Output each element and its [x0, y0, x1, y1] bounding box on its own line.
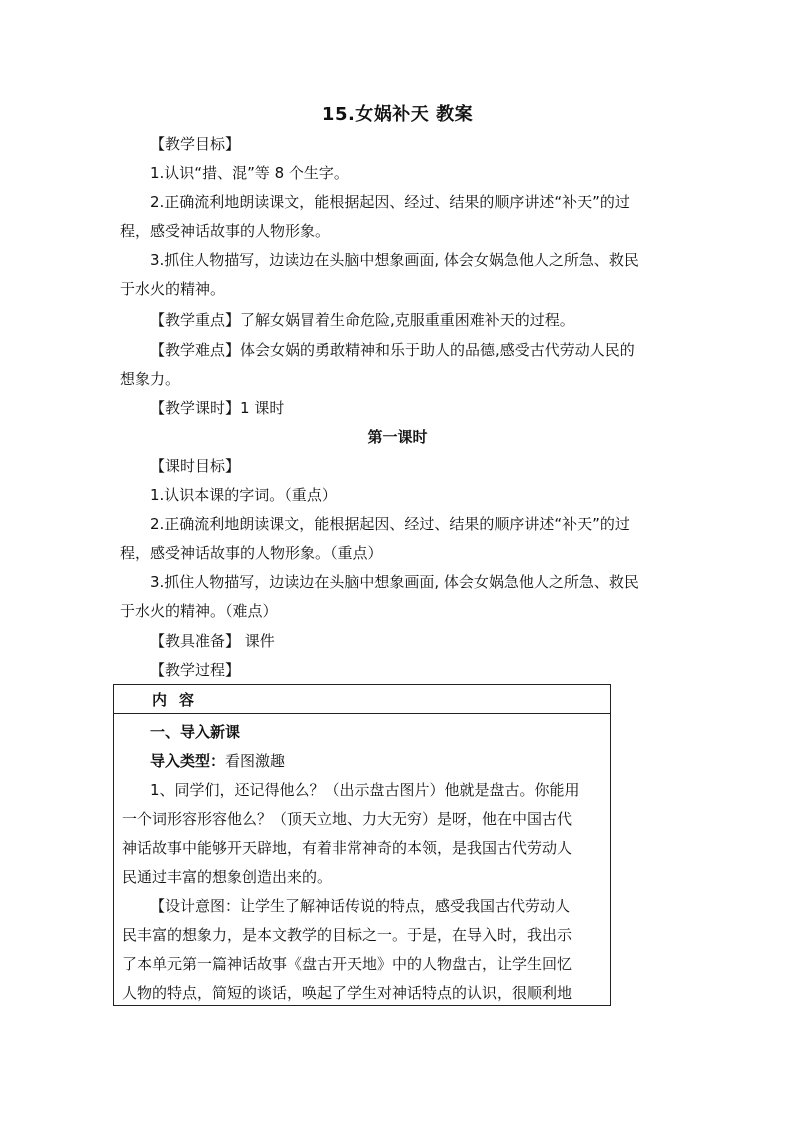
key-point [120, 306, 675, 335]
objectives-header: 【教学目标】 [150, 135, 241, 153]
objective-2-line-2: 程，感受神话故事的人物形象。 [120, 222, 331, 240]
intro-type-value: 看图激趣 [225, 752, 286, 770]
intro-type-label: 导入类型： [150, 752, 226, 770]
objective-3-line-2: 于水火的精神。 [120, 280, 226, 298]
para2-line-1: 【设计意图：让学生了解神话传说的特点，感受我国古代劳动人 [150, 897, 571, 915]
part-title: 一、导入新课 [150, 723, 241, 741]
para2-line-2: 民丰富的想象力，是本文教学的目标之一。于是，在导入时，我出示 [122, 926, 573, 944]
period-objectives-header: 【课时目标】 [150, 457, 241, 475]
objective-1: 1.认识“措、混”等 8 个生字。 [150, 164, 349, 182]
key-point-text: 了解女娲冒着生命危险,克服重重困难补天的过程。 [240, 311, 575, 329]
section-title: 第一课时 [367, 428, 428, 446]
table-header-content: 内容 [152, 691, 207, 709]
key-point-label: 【教学重点】 [150, 311, 241, 329]
table-header-row [114, 685, 610, 714]
objective-2-line-1: 2.正确流利地朗读课文，能根据起因、经过、结果的顺序讲述“补天”的过 [150, 193, 630, 211]
lesson-hours-label: 【教学课时】 [150, 399, 241, 417]
para2-line-3: 了本单元第一篇神话故事《盘古开天地》中的人物盘古，让学生回忆 [122, 955, 573, 973]
difficulty-line-1 [120, 336, 675, 365]
para1-line-1: 1、同学们，还记得他么？（出示盘古图片）他就是盘古。你能用 [150, 781, 580, 799]
materials-value: 课件 [244, 632, 275, 650]
lesson-hours-value: 1 课时 [240, 399, 285, 417]
process-header: 【教学过程】 [150, 661, 241, 679]
difficulty-text: 体会女娲的勇敢精神和乐于助人的品德,感受古代劳动人民的 [240, 341, 635, 359]
period-objective-2-line-2: 程，感受神话故事的人物形象。（重点） [120, 544, 383, 562]
period-objective-3-line-2: 于水火的精神。（难点） [120, 602, 278, 620]
document-title: 15.女娲补天 教案 [321, 104, 474, 125]
para1-line-3: 神话故事中能够开天辟地，有着非常神奇的本领，是我国古代劳动人 [122, 839, 573, 857]
para2-line-4: 人物的特点，简短的谈话，唤起了学生对神话特点的认识，很顺利地 [122, 984, 573, 1002]
difficulty-line-2: 想象力。 [120, 370, 181, 388]
difficulty-label: 【教学难点】 [150, 341, 241, 359]
period-objective-1: 1.认识本课的字词。（重点） [150, 486, 337, 504]
period-objective-2-line-1: 2.正确流利地朗读课文，能根据起因、经过、结果的顺序讲述“补天”的过 [150, 515, 630, 533]
para1-line-4: 民通过丰富的想象创造出来的。 [122, 868, 333, 886]
lesson-hours [120, 394, 675, 423]
objective-3-line-1: 3.抓住人物描写，边读边在头脑中想象画面, 体会女娲急他人之所急、救民 [150, 251, 639, 269]
process-table [113, 684, 611, 1006]
materials [120, 627, 675, 656]
para1-line-2: 一个词形容形容他么？（顶天立地、力大无穷）是呀，他在中国古代 [122, 810, 573, 828]
period-objective-3-line-1: 3.抓住人物描写，边读边在头脑中想象画面, 体会女娲急他人之所急、救民 [150, 573, 639, 591]
materials-label: 【教具准备】 [150, 632, 241, 650]
intro-type [122, 747, 608, 776]
